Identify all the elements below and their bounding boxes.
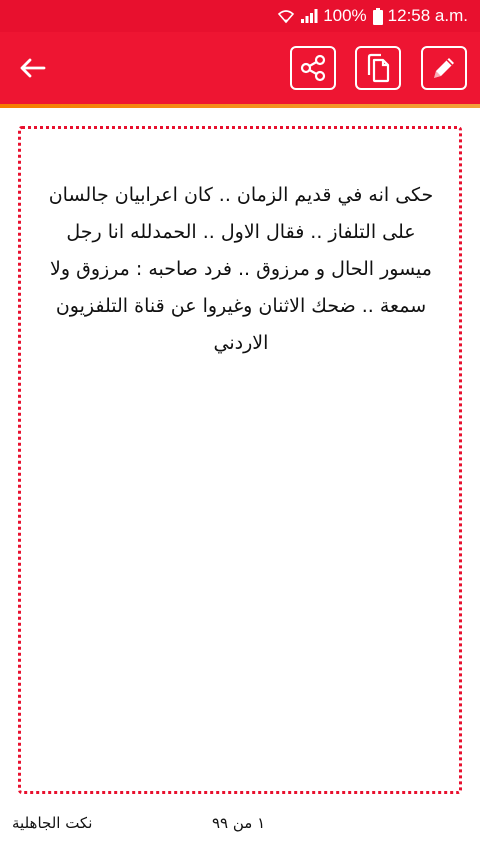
copy-button[interactable] <box>355 46 401 90</box>
copy-icon <box>364 53 392 83</box>
joke-counter: ١ من ٩٩ <box>212 814 266 832</box>
signal-icon <box>300 8 318 24</box>
arrow-left-icon <box>18 57 46 79</box>
wifi-icon <box>277 8 295 24</box>
back-button[interactable] <box>12 50 52 86</box>
status-bar <box>0 0 480 32</box>
edit-button[interactable] <box>421 46 467 90</box>
app-bar-accent-line <box>0 104 480 108</box>
category-label: نكت الجاهلية <box>12 814 93 832</box>
status-time: 12:58 a.m. <box>387 6 468 25</box>
app-bar <box>0 32 480 104</box>
battery-icon <box>373 8 383 25</box>
joke-text: حكى انه في قديم الزمان .. كان اعرابيان جالسان على التلفاز .. فقال الاول .. الحمدلله انا رجل ميسور الحال و مرزوق .. فرد صاحبه : مرزوق ولا سمعة .. ضحك الاثنان وغيروا عن قناة التلفزيون الاردني <box>48 184 434 354</box>
battery-percent: 100% <box>323 6 367 25</box>
share-icon <box>298 53 328 83</box>
joke-card <box>18 126 462 794</box>
pencil-icon <box>429 53 459 83</box>
share-button[interactable] <box>290 46 336 90</box>
